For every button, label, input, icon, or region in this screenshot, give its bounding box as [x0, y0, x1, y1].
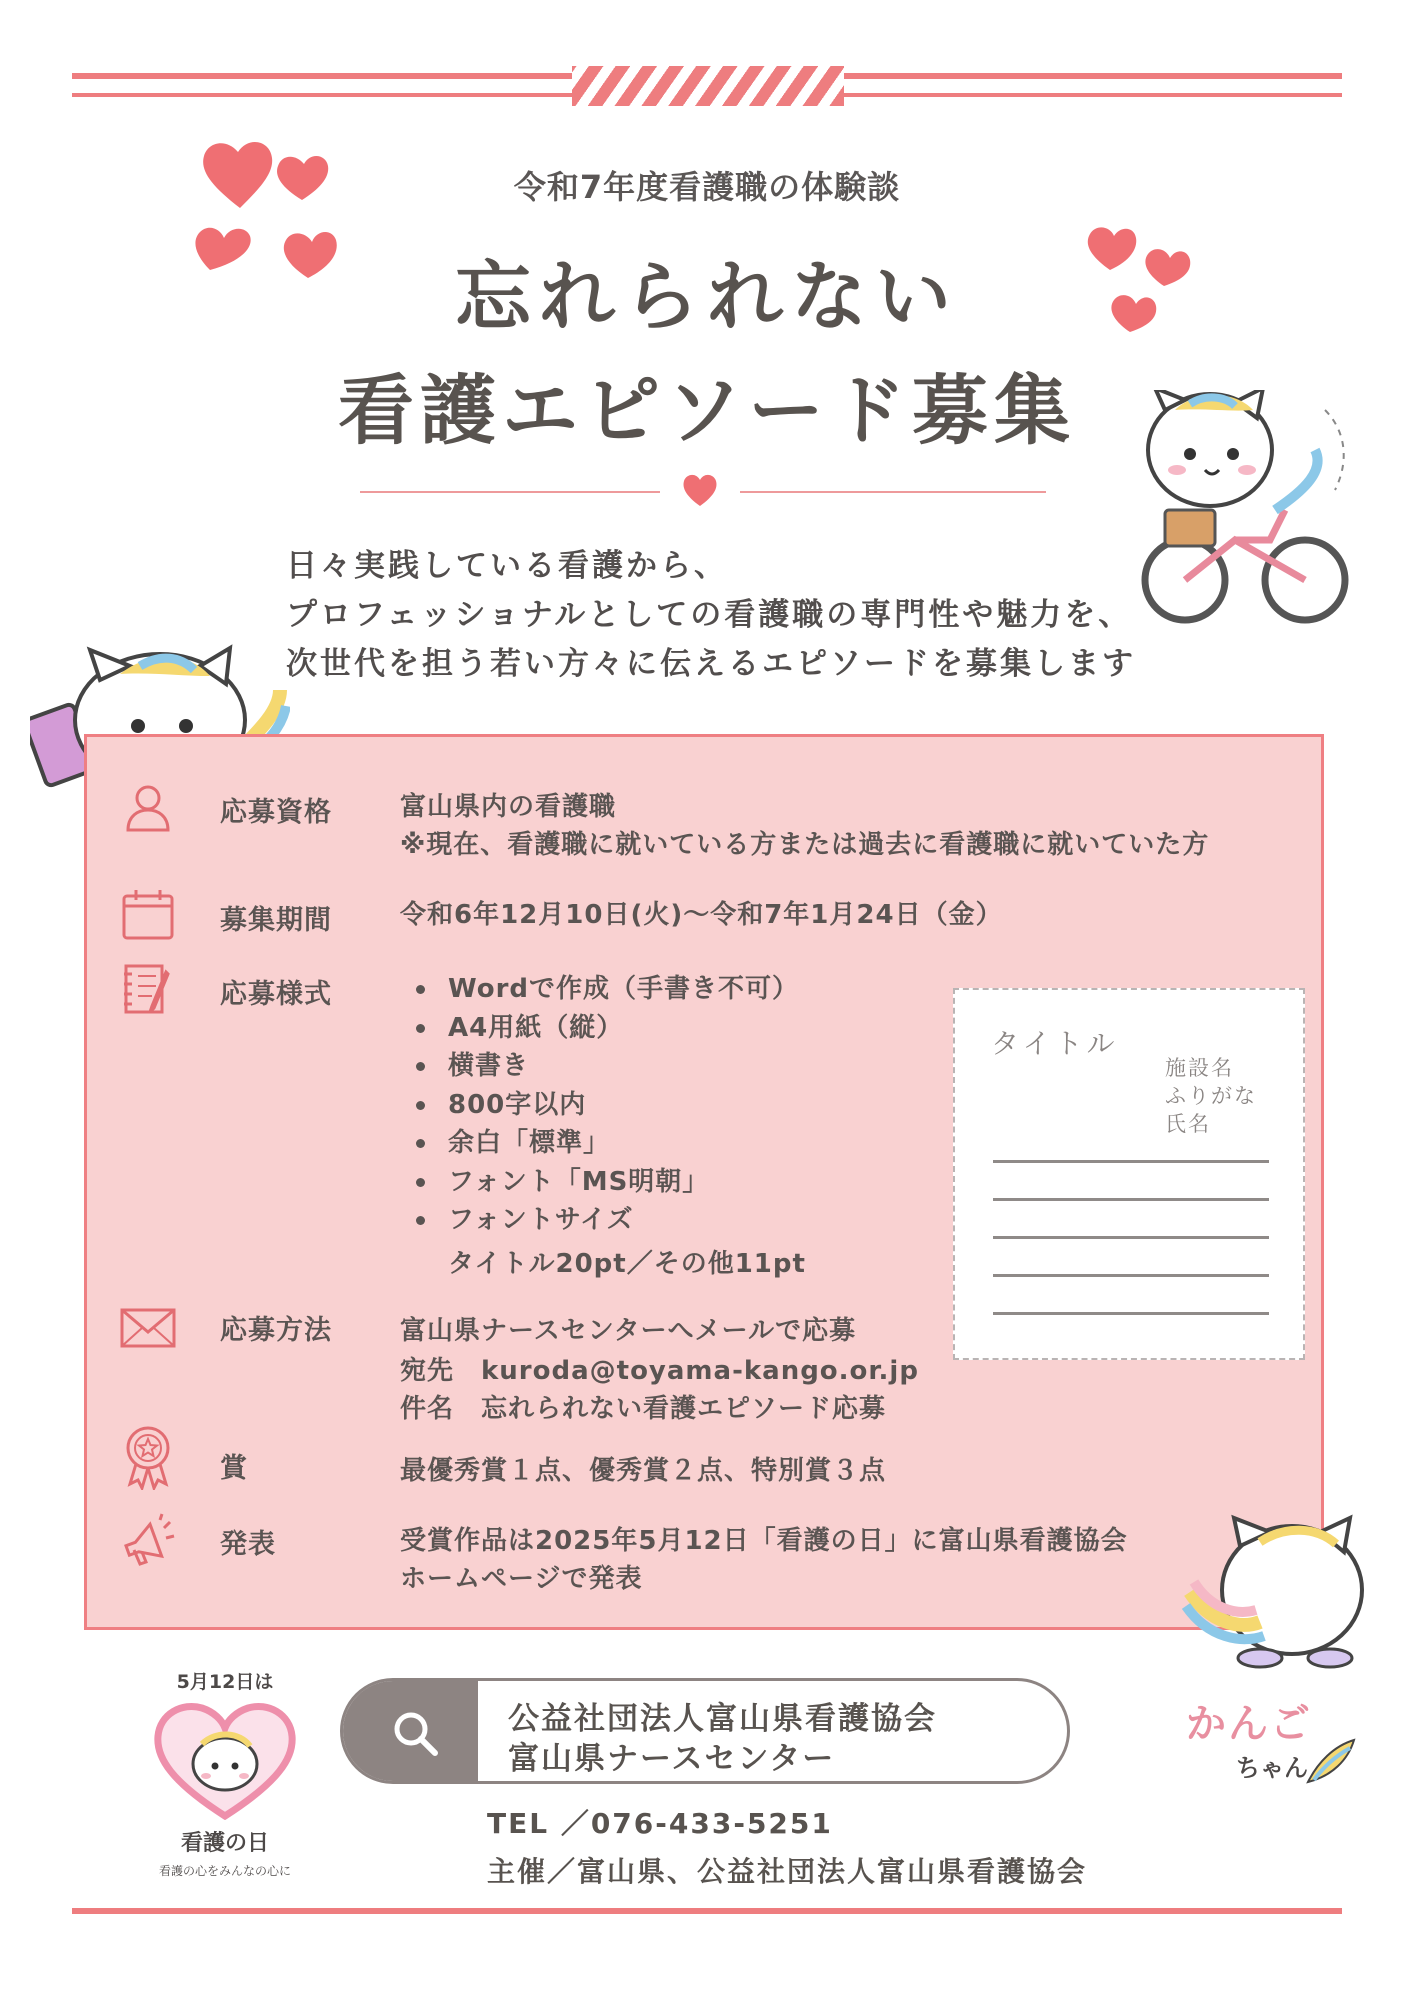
list-item: 横書き	[412, 1047, 799, 1086]
sample-line	[993, 1274, 1269, 1277]
list-item: 800字以内	[412, 1086, 799, 1125]
eligibility-note: ※現在、看護職に就いている方または過去に看護職に就いていた方	[400, 830, 1210, 860]
person-icon	[120, 780, 176, 836]
method-address: 宛先 kuroda@toyama-kango.or.jp	[400, 1356, 919, 1386]
organization-name: 公益社団法人富山県看護協会	[508, 1701, 937, 1737]
host-organizations: 主催／富山県、公益社団法人富山県看護協会	[487, 1855, 1088, 1888]
award-value: 最優秀賞１点、優秀賞２点、特別賞３点	[400, 1456, 887, 1486]
award-label: 賞	[220, 1453, 248, 1484]
page-title-line2: 看護エピソード募集	[338, 366, 1076, 455]
period-label: 募集期間	[220, 905, 332, 936]
sample-sheet	[953, 988, 1305, 1360]
search-icon	[391, 1709, 441, 1759]
list-item: 余白「標準」	[412, 1124, 799, 1163]
mascot-bicycle-illustration	[1135, 390, 1355, 640]
page-title-line1: 忘れられない	[455, 252, 959, 341]
event-subtitle: 令和7年度看護職の体験談	[513, 168, 901, 206]
intro-line3: 次世代を担う若い方々に伝えるエピソードを募集します	[286, 646, 1136, 682]
nurse-day-logo-tagline: 看護の心をみんなの心に	[158, 1864, 291, 1878]
megaphone-icon	[120, 1512, 176, 1568]
top-stripe-decoration	[572, 66, 844, 106]
nurse-day-logo-title: 看護の日	[180, 1831, 269, 1856]
mascot-back-illustration	[1180, 1512, 1370, 1672]
eligibility-label: 応募資格	[220, 797, 332, 828]
eligibility-value: 富山県内の看護職	[400, 792, 617, 822]
nurse-day-heart-logo	[152, 1700, 298, 1820]
mascot-name-line1: かんご	[1186, 1701, 1312, 1747]
announcement-line1: 受賞作品は2025年5月12日「看護の日」に富山県看護協会	[400, 1526, 1128, 1556]
sample-title: タイトル	[991, 1027, 1119, 1060]
sample-furigana: ふりがな	[1165, 1084, 1257, 1108]
mascot-name-swoosh	[1304, 1736, 1358, 1786]
method-line1: 富山県ナースセンターへメールで応募	[400, 1316, 857, 1346]
sample-facility: 施設名	[1165, 1056, 1234, 1080]
method-subject: 件名 忘れられない看護エピソード応募	[400, 1394, 887, 1424]
title-divider-left	[360, 491, 660, 493]
bottom-border-line	[72, 1908, 1342, 1914]
sample-line	[993, 1198, 1269, 1201]
list-item: フォント「MS明朝」	[412, 1163, 799, 1202]
format-font-size-detail: タイトル20pt／その他11pt	[448, 1249, 806, 1279]
divider-heart-icon	[680, 470, 720, 510]
method-label: 応募方法	[220, 1315, 332, 1346]
announcement-label: 発表	[220, 1529, 276, 1560]
calendar-icon	[120, 888, 176, 944]
title-divider-right	[740, 491, 1046, 493]
period-value: 令和6年12月10日(火)～令和7年1月24日（金）	[400, 900, 1003, 930]
contact-phone: TEL ／076-433-5251	[487, 1807, 833, 1840]
list-item: フォントサイズ	[412, 1201, 799, 1240]
nurse-center-name: 富山県ナースセンター	[508, 1741, 836, 1777]
sample-name: 氏名	[1165, 1112, 1211, 1136]
organization-search-bar	[340, 1678, 1070, 1784]
intro-line1: 日々実践している看護から、	[286, 548, 728, 584]
search-box-segment	[343, 1681, 478, 1781]
announcement-line2: ホームページで発表	[400, 1564, 643, 1594]
list-item: Wordで作成（手書き不可）	[412, 970, 799, 1009]
sample-line	[993, 1236, 1269, 1239]
sample-line	[993, 1312, 1269, 1315]
notepad-icon	[120, 960, 176, 1016]
award-icon	[120, 1424, 176, 1490]
intro-line2: プロフェッショナルとしての看護職の専門性や魅力を、	[286, 597, 1133, 633]
nurse-day-logo-date: 5月12日は	[176, 1671, 274, 1693]
format-label: 応募様式	[220, 979, 332, 1010]
sample-line	[993, 1160, 1269, 1163]
mascot-name-line2: ちゃん	[1236, 1754, 1308, 1782]
envelope-icon	[120, 1300, 176, 1356]
format-list	[412, 970, 799, 1240]
list-item: A4用紙（縦）	[412, 1009, 799, 1048]
